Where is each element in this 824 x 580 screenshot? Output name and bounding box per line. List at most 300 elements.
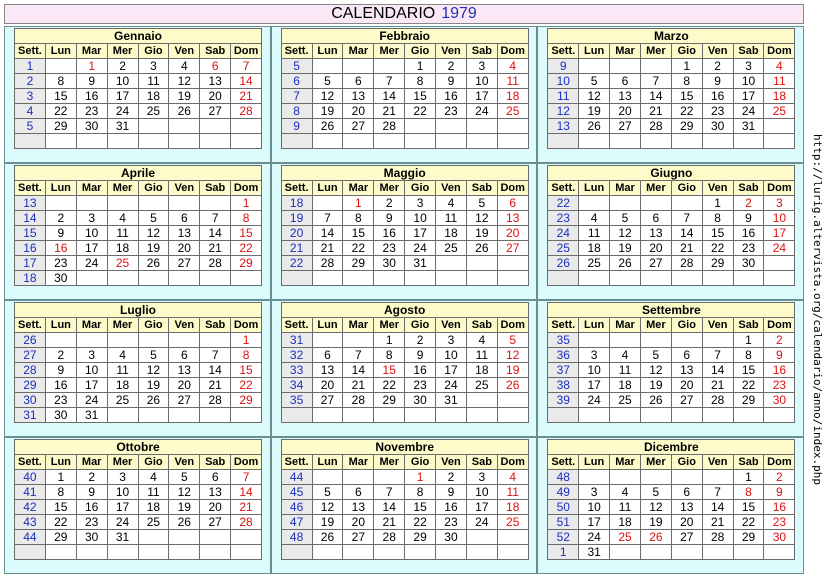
day-cell: 4: [610, 348, 641, 363]
day-cell: [466, 119, 497, 134]
day-cell: 29: [231, 393, 262, 408]
weekday-header: Ven: [702, 455, 733, 470]
weekday-header: Mar: [610, 181, 641, 196]
week-number: 41: [15, 485, 46, 500]
weekday-header: Sab: [200, 44, 231, 59]
week-row: [15, 515, 262, 530]
day-cell: [343, 408, 374, 423]
day-cell: [610, 333, 641, 348]
week-row: [15, 500, 262, 515]
week-row: [281, 408, 528, 423]
weekday-header: Mer: [640, 318, 671, 333]
day-cell: 12: [169, 485, 200, 500]
day-cell: 15: [702, 226, 733, 241]
day-cell: 25: [497, 515, 528, 530]
week-number: 34: [281, 378, 312, 393]
day-cell: 15: [374, 363, 405, 378]
day-cell: 30: [45, 408, 76, 423]
week-row: [15, 74, 262, 89]
day-cell: 15: [45, 89, 76, 104]
weekday-header-row: [548, 318, 795, 333]
month-name-row: [548, 303, 795, 318]
day-cell: 9: [76, 74, 107, 89]
month-name-row: [15, 440, 262, 455]
day-cell: 19: [640, 515, 671, 530]
weekday-header: Dom: [497, 181, 528, 196]
day-cell: [76, 196, 107, 211]
month-cell-maggio: [271, 163, 538, 300]
month-name-row: [548, 166, 795, 181]
day-cell: 5: [138, 211, 169, 226]
day-cell: 31: [107, 119, 138, 134]
month-table: [281, 302, 529, 423]
weekday-header: Gio: [138, 181, 169, 196]
week-row: [548, 500, 795, 515]
week-number: 3: [15, 89, 46, 104]
day-cell: 10: [76, 363, 107, 378]
weekday-header: Sab: [200, 318, 231, 333]
day-cell: 19: [640, 378, 671, 393]
day-cell: 10: [466, 485, 497, 500]
weekday-header: Sab: [466, 181, 497, 196]
day-cell: 17: [76, 378, 107, 393]
week-number: 5: [281, 59, 312, 74]
weekday-header: Lun: [45, 44, 76, 59]
day-cell: 23: [702, 104, 733, 119]
week-row: [281, 470, 528, 485]
month-table: [547, 302, 795, 423]
week-number: 18: [281, 196, 312, 211]
week-number: 32: [281, 348, 312, 363]
week-row: [15, 485, 262, 500]
day-cell: 22: [374, 378, 405, 393]
week-row: [548, 363, 795, 378]
week-row: [548, 104, 795, 119]
month-name-row: [548, 440, 795, 455]
day-cell: [374, 271, 405, 286]
day-cell: 7: [200, 211, 231, 226]
day-cell: [764, 119, 795, 134]
day-cell: 5: [138, 348, 169, 363]
day-cell: 1: [405, 470, 436, 485]
day-cell: 21: [640, 104, 671, 119]
weekday-header: Ven: [702, 318, 733, 333]
day-cell: 10: [405, 211, 436, 226]
weekday-header: Gio: [671, 181, 702, 196]
day-cell: 24: [466, 515, 497, 530]
day-cell: 31: [76, 408, 107, 423]
day-cell: 18: [497, 89, 528, 104]
day-cell: 3: [733, 59, 764, 74]
day-cell: 16: [764, 363, 795, 378]
day-cell: 28: [671, 256, 702, 271]
day-cell: [733, 271, 764, 286]
day-cell: 27: [640, 256, 671, 271]
day-cell: 7: [343, 348, 374, 363]
week-number: 23: [548, 211, 579, 226]
weekday-header: Sab: [733, 181, 764, 196]
day-cell: [579, 470, 610, 485]
weekday-header: Mar: [343, 44, 374, 59]
month-name: Ottobre: [15, 440, 262, 455]
week-number: 44: [281, 470, 312, 485]
month-table: [547, 439, 795, 560]
day-cell: 20: [610, 104, 641, 119]
week-row: [548, 530, 795, 545]
weekday-header: Mer: [640, 181, 671, 196]
day-cell: 2: [107, 59, 138, 74]
day-cell: 7: [231, 470, 262, 485]
day-cell: 12: [138, 363, 169, 378]
day-cell: [231, 530, 262, 545]
day-cell: 2: [45, 348, 76, 363]
day-cell: 16: [45, 378, 76, 393]
month-cell-aprile: [4, 163, 271, 300]
day-cell: 15: [45, 500, 76, 515]
day-cell: 29: [343, 256, 374, 271]
day-cell: 22: [733, 378, 764, 393]
day-cell: 18: [107, 241, 138, 256]
day-cell: 27: [343, 530, 374, 545]
day-cell: 13: [671, 363, 702, 378]
day-cell: [45, 196, 76, 211]
day-cell: 25: [138, 515, 169, 530]
week-number: 29: [15, 378, 46, 393]
weekday-header: Mar: [610, 44, 641, 59]
week-row: [15, 89, 262, 104]
day-cell: [579, 333, 610, 348]
day-cell: 21: [231, 89, 262, 104]
weekday-header-row: [548, 44, 795, 59]
day-cell: 6: [610, 74, 641, 89]
day-cell: [200, 333, 231, 348]
weekday-header-row: [548, 181, 795, 196]
day-cell: [138, 545, 169, 560]
month-name: Agosto: [281, 303, 528, 318]
day-cell: [640, 134, 671, 149]
day-cell: 12: [138, 226, 169, 241]
day-cell: 5: [466, 196, 497, 211]
day-cell: 8: [405, 74, 436, 89]
weekday-header: Lun: [312, 181, 343, 196]
day-cell: 3: [76, 348, 107, 363]
day-cell: 4: [497, 59, 528, 74]
day-cell: 31: [107, 530, 138, 545]
day-cell: 12: [169, 74, 200, 89]
week-row: [15, 545, 262, 560]
day-cell: 14: [200, 226, 231, 241]
day-cell: [231, 134, 262, 149]
day-cell: 4: [466, 333, 497, 348]
day-cell: 29: [45, 119, 76, 134]
day-cell: [610, 196, 641, 211]
day-cell: 21: [343, 378, 374, 393]
day-cell: 14: [640, 89, 671, 104]
day-cell: 5: [312, 485, 343, 500]
day-cell: 23: [76, 515, 107, 530]
day-cell: 18: [436, 226, 467, 241]
day-cell: 1: [733, 470, 764, 485]
day-cell: 22: [231, 378, 262, 393]
day-cell: 4: [610, 485, 641, 500]
week-row: [548, 408, 795, 423]
weekday-header-row: [15, 318, 262, 333]
month-cell-giugno: [537, 163, 804, 300]
day-cell: 15: [405, 500, 436, 515]
week-row: [548, 241, 795, 256]
weekday-header: Ven: [169, 44, 200, 59]
day-cell: 7: [702, 485, 733, 500]
day-cell: 17: [436, 363, 467, 378]
day-cell: 20: [343, 104, 374, 119]
month-name-row: [548, 29, 795, 44]
week-row: [15, 104, 262, 119]
weekday-header: Ven: [436, 455, 467, 470]
day-cell: [169, 119, 200, 134]
day-cell: 1: [231, 196, 262, 211]
week-number: [281, 408, 312, 423]
month-name: Novembre: [281, 440, 528, 455]
week-number: 22: [548, 196, 579, 211]
day-cell: 11: [107, 363, 138, 378]
day-cell: 26: [169, 515, 200, 530]
day-cell: 29: [733, 393, 764, 408]
day-cell: [671, 408, 702, 423]
day-cell: 26: [610, 256, 641, 271]
day-cell: 27: [343, 119, 374, 134]
day-cell: [610, 134, 641, 149]
day-cell: 17: [107, 89, 138, 104]
week-number: 13: [548, 119, 579, 134]
day-cell: 18: [466, 363, 497, 378]
month-table: [14, 28, 262, 149]
month-name-row: [281, 29, 528, 44]
day-cell: 3: [405, 196, 436, 211]
week-number: [281, 271, 312, 286]
day-cell: [436, 119, 467, 134]
day-cell: 1: [671, 59, 702, 74]
day-cell: 19: [312, 104, 343, 119]
week-number: 45: [281, 485, 312, 500]
day-cell: 17: [466, 500, 497, 515]
week-row: [281, 211, 528, 226]
day-cell: 19: [610, 241, 641, 256]
weekday-header: Mer: [107, 455, 138, 470]
week-number: 46: [281, 500, 312, 515]
week-row: [15, 408, 262, 423]
day-cell: 3: [466, 470, 497, 485]
day-cell: 25: [436, 241, 467, 256]
day-cell: [312, 134, 343, 149]
day-cell: 22: [733, 515, 764, 530]
weekday-header: Mer: [107, 44, 138, 59]
week-row: [281, 196, 528, 211]
day-cell: 31: [579, 545, 610, 560]
week-row: [15, 134, 262, 149]
weekday-header: Ven: [702, 44, 733, 59]
day-cell: 13: [169, 363, 200, 378]
day-cell: 7: [702, 348, 733, 363]
title-label: CALENDARIO: [331, 5, 436, 22]
day-cell: 6: [343, 485, 374, 500]
weekday-header: Gio: [138, 318, 169, 333]
day-cell: [702, 271, 733, 286]
day-cell: 24: [579, 530, 610, 545]
day-cell: 25: [497, 104, 528, 119]
day-cell: [702, 545, 733, 560]
day-cell: [733, 134, 764, 149]
day-cell: 5: [169, 470, 200, 485]
calendar-title: [4, 4, 804, 24]
day-cell: 5: [610, 211, 641, 226]
day-cell: 10: [107, 74, 138, 89]
week-number: 44: [15, 530, 46, 545]
week-number: 16: [15, 241, 46, 256]
day-cell: 29: [405, 530, 436, 545]
day-cell: 11: [579, 226, 610, 241]
day-cell: 6: [671, 485, 702, 500]
day-cell: 20: [640, 241, 671, 256]
week-number: 35: [281, 393, 312, 408]
week-number: 33: [281, 363, 312, 378]
day-cell: [671, 134, 702, 149]
day-cell: 17: [579, 515, 610, 530]
day-cell: 4: [764, 59, 795, 74]
day-cell: 4: [169, 59, 200, 74]
day-cell: 27: [497, 241, 528, 256]
day-cell: 24: [76, 256, 107, 271]
day-cell: 25: [764, 104, 795, 119]
day-cell: 22: [405, 515, 436, 530]
day-cell: 3: [466, 59, 497, 74]
week-row: [548, 271, 795, 286]
day-cell: [138, 530, 169, 545]
day-cell: 14: [231, 74, 262, 89]
day-cell: [169, 408, 200, 423]
day-cell: 2: [374, 196, 405, 211]
week-row: [281, 271, 528, 286]
week-row: [548, 515, 795, 530]
weekday-header: Gio: [405, 44, 436, 59]
day-cell: [610, 470, 641, 485]
week-row: [548, 470, 795, 485]
week-number: 37: [548, 363, 579, 378]
day-cell: 21: [200, 378, 231, 393]
day-cell: 15: [671, 89, 702, 104]
day-cell: 14: [343, 363, 374, 378]
day-cell: 25: [138, 104, 169, 119]
weekday-header: Ven: [436, 181, 467, 196]
day-cell: [138, 271, 169, 286]
weekday-header: Ven: [436, 44, 467, 59]
weekday-header: Dom: [231, 318, 262, 333]
week-row: [15, 226, 262, 241]
day-cell: 14: [200, 363, 231, 378]
day-cell: 28: [200, 393, 231, 408]
day-cell: 6: [671, 348, 702, 363]
day-cell: [436, 256, 467, 271]
day-cell: [231, 545, 262, 560]
week-row: [281, 378, 528, 393]
week-row: [15, 271, 262, 286]
day-cell: [497, 393, 528, 408]
day-cell: 23: [45, 256, 76, 271]
day-cell: 14: [702, 363, 733, 378]
day-cell: 30: [405, 393, 436, 408]
week-number: 48: [548, 470, 579, 485]
day-cell: 8: [45, 74, 76, 89]
weekday-header: Sett.: [548, 44, 579, 59]
day-cell: [374, 545, 405, 560]
week-number: 35: [548, 333, 579, 348]
day-cell: 3: [579, 485, 610, 500]
day-cell: 15: [733, 363, 764, 378]
day-cell: 4: [579, 211, 610, 226]
day-cell: 10: [764, 211, 795, 226]
week-row: [281, 393, 528, 408]
day-cell: 24: [76, 393, 107, 408]
week-number: 5: [15, 119, 46, 134]
day-cell: 3: [107, 470, 138, 485]
weekday-header: Sett.: [15, 181, 46, 196]
day-cell: [466, 545, 497, 560]
week-row: [15, 378, 262, 393]
weekday-header-row: [281, 318, 528, 333]
day-cell: 30: [702, 119, 733, 134]
week-row: [548, 485, 795, 500]
month-table: [281, 165, 529, 286]
day-cell: 22: [702, 241, 733, 256]
day-cell: 5: [497, 333, 528, 348]
day-cell: [45, 545, 76, 560]
week-number: 14: [15, 211, 46, 226]
day-cell: 11: [466, 348, 497, 363]
weekday-header: Mer: [374, 181, 405, 196]
day-cell: 16: [733, 226, 764, 241]
day-cell: 24: [107, 515, 138, 530]
day-cell: [640, 271, 671, 286]
day-cell: [312, 271, 343, 286]
day-cell: 13: [312, 363, 343, 378]
day-cell: [312, 470, 343, 485]
week-row: [281, 545, 528, 560]
day-cell: 2: [764, 333, 795, 348]
week-number: 25: [548, 241, 579, 256]
month-cell-novembre: [271, 437, 538, 574]
day-cell: 28: [374, 530, 405, 545]
weekday-header: Mer: [640, 44, 671, 59]
day-cell: [764, 271, 795, 286]
day-cell: [374, 134, 405, 149]
week-number: 4: [15, 104, 46, 119]
day-cell: [466, 134, 497, 149]
day-cell: 28: [640, 119, 671, 134]
week-number: 15: [15, 226, 46, 241]
day-cell: 12: [579, 89, 610, 104]
day-cell: [169, 196, 200, 211]
side-url-text: http://lurig.altervista.org/calendario/anno/index.php: [811, 134, 824, 485]
day-cell: 23: [436, 104, 467, 119]
weekday-header: Sett.: [281, 318, 312, 333]
weekday-header-row: [281, 44, 528, 59]
day-cell: 30: [764, 393, 795, 408]
day-cell: 17: [405, 226, 436, 241]
month-table: [547, 28, 795, 149]
day-cell: 17: [76, 241, 107, 256]
month-table: [281, 439, 529, 560]
day-cell: [200, 530, 231, 545]
day-cell: 10: [579, 500, 610, 515]
